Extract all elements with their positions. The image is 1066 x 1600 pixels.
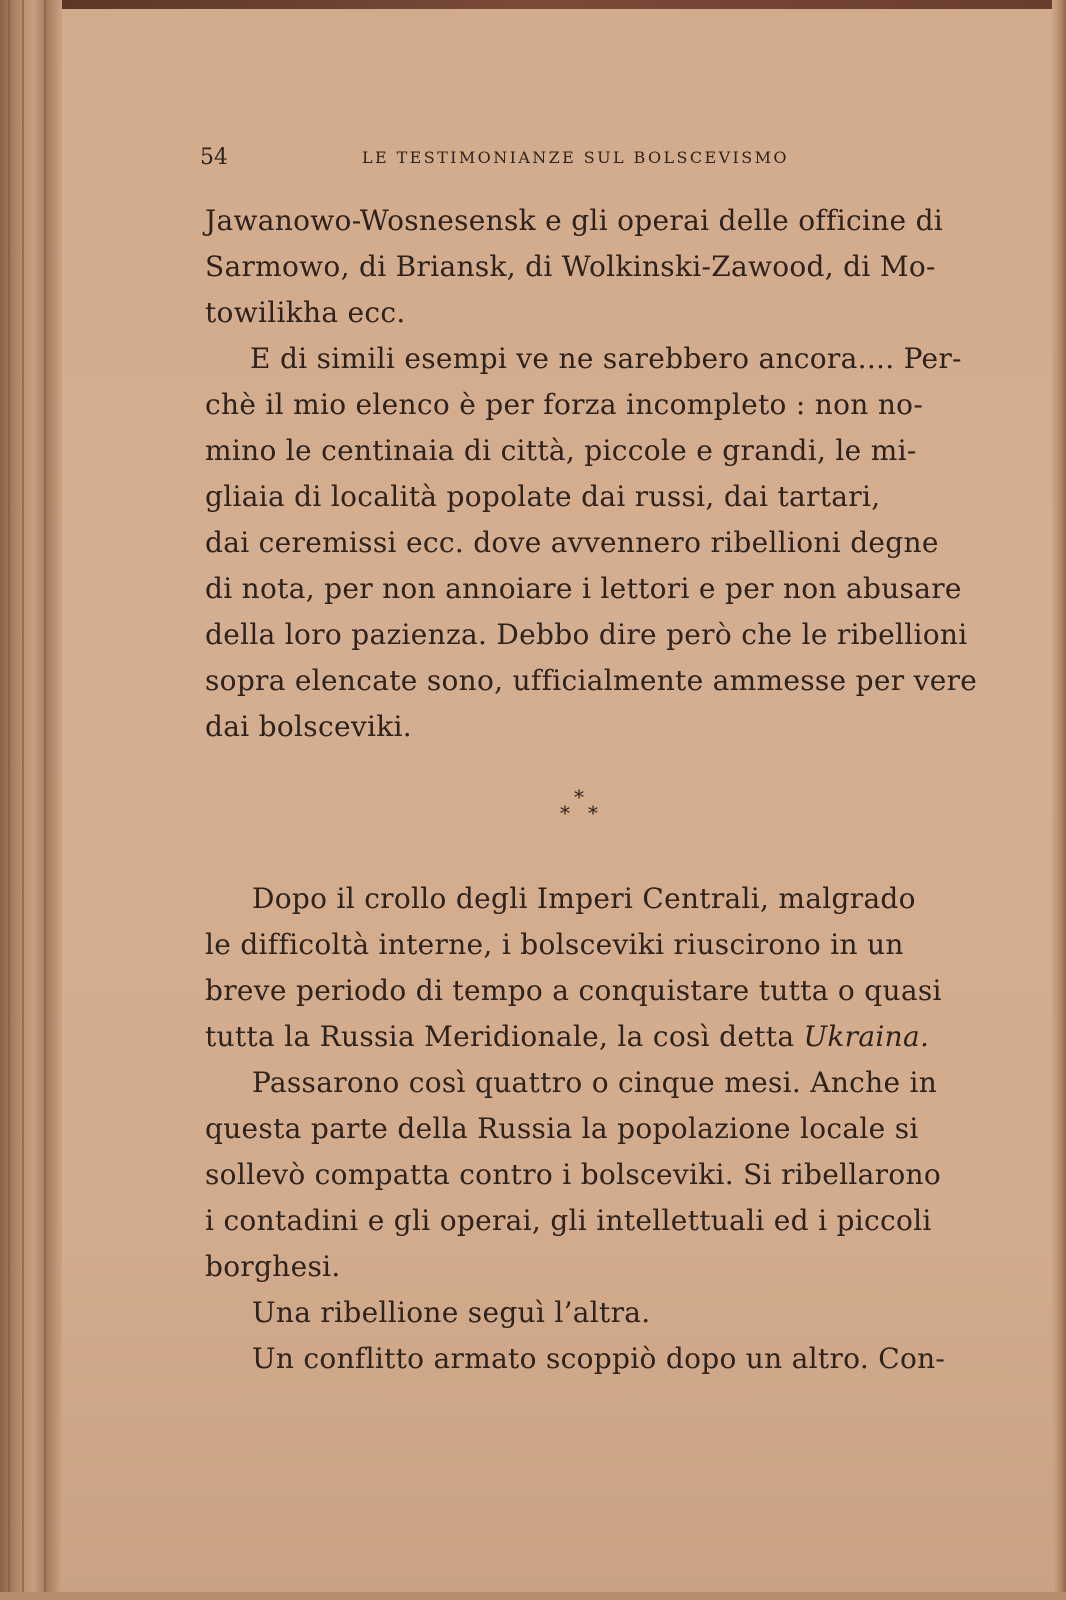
- text-line: questa parte della Russia la popolazione locale si: [205, 1112, 919, 1145]
- text-line: Dopo il crollo degli Imperi Centrali, malgrado: [252, 882, 916, 915]
- text-line: Jawanowo-Wosnesensk e gli operai delle officine di: [205, 204, 944, 237]
- text-line: i contadini e gli operai, gli intellettuali ed i piccoli: [205, 1204, 932, 1237]
- page-number: 54: [200, 145, 228, 170]
- page-right-edge: [1052, 0, 1066, 1600]
- asterisk: *: [560, 801, 570, 825]
- text-line: Sarmowo, di Briansk, di Wolkinski-Zawood, di Mo-: [205, 250, 936, 283]
- asterisk: *: [574, 785, 584, 809]
- text-line: di nota, per non annoiare i lettori e per non abusare: [205, 572, 962, 605]
- text-line: le difficoltà interne, i bolsceviki riuscirono in un: [205, 928, 904, 961]
- text-line: towilikha ecc.: [205, 296, 406, 329]
- page-top-edge: [0, 0, 1066, 9]
- spine-edge-line: [22, 0, 24, 1600]
- text-line: E di simili esempi ve ne sarebbero ancora.... Per-: [250, 342, 962, 375]
- text-line: borghesi.: [205, 1250, 341, 1283]
- text-line: dai ceremissi ecc. dove avvennero ribellioni degne: [205, 526, 939, 559]
- text-line: mino le centinaia di città, piccole e grandi, le mi-: [205, 434, 917, 467]
- spine-edge-line: [8, 0, 10, 1600]
- text-segment: tutta la Russia Meridionale, la così detta: [205, 1020, 804, 1053]
- asterisk: *: [588, 801, 598, 825]
- text-line: Un conflitto armato scoppiò dopo un altro. Con-: [252, 1342, 946, 1375]
- spine-edge-line: [44, 0, 46, 1600]
- text-line: sollevò compatta contro i bolsceviki. Si ribellarono: [205, 1158, 941, 1191]
- text-line: dai bolsceviki.: [205, 710, 412, 743]
- text-line: Passarono così quattro o cinque mesi. Anche in: [252, 1066, 938, 1099]
- running-head: LE TESTIMONIANZE SUL BOLSCEVISMO: [362, 148, 789, 167]
- text-line: gliaia di località popolate dai russi, dai tartari,: [205, 480, 881, 513]
- text-line: [205, 1014, 929, 1060]
- text-line: della loro pazienza. Debbo dire però che le ribellioni: [205, 618, 968, 651]
- text-line: chè il mio elenco è per forza incompleto : non no-: [205, 388, 924, 421]
- text-line: sopra elencate sono, ufficialmente ammesse per vere: [205, 664, 978, 697]
- italic-place-name: Ukraina.: [803, 1020, 930, 1053]
- text-line: Una ribellione seguì l’altra.: [252, 1296, 651, 1329]
- page-bottom-edge: [0, 1592, 1066, 1600]
- section-separator: [560, 785, 610, 825]
- text-line: breve periodo di tempo a conquistare tutta o quasi: [205, 974, 942, 1007]
